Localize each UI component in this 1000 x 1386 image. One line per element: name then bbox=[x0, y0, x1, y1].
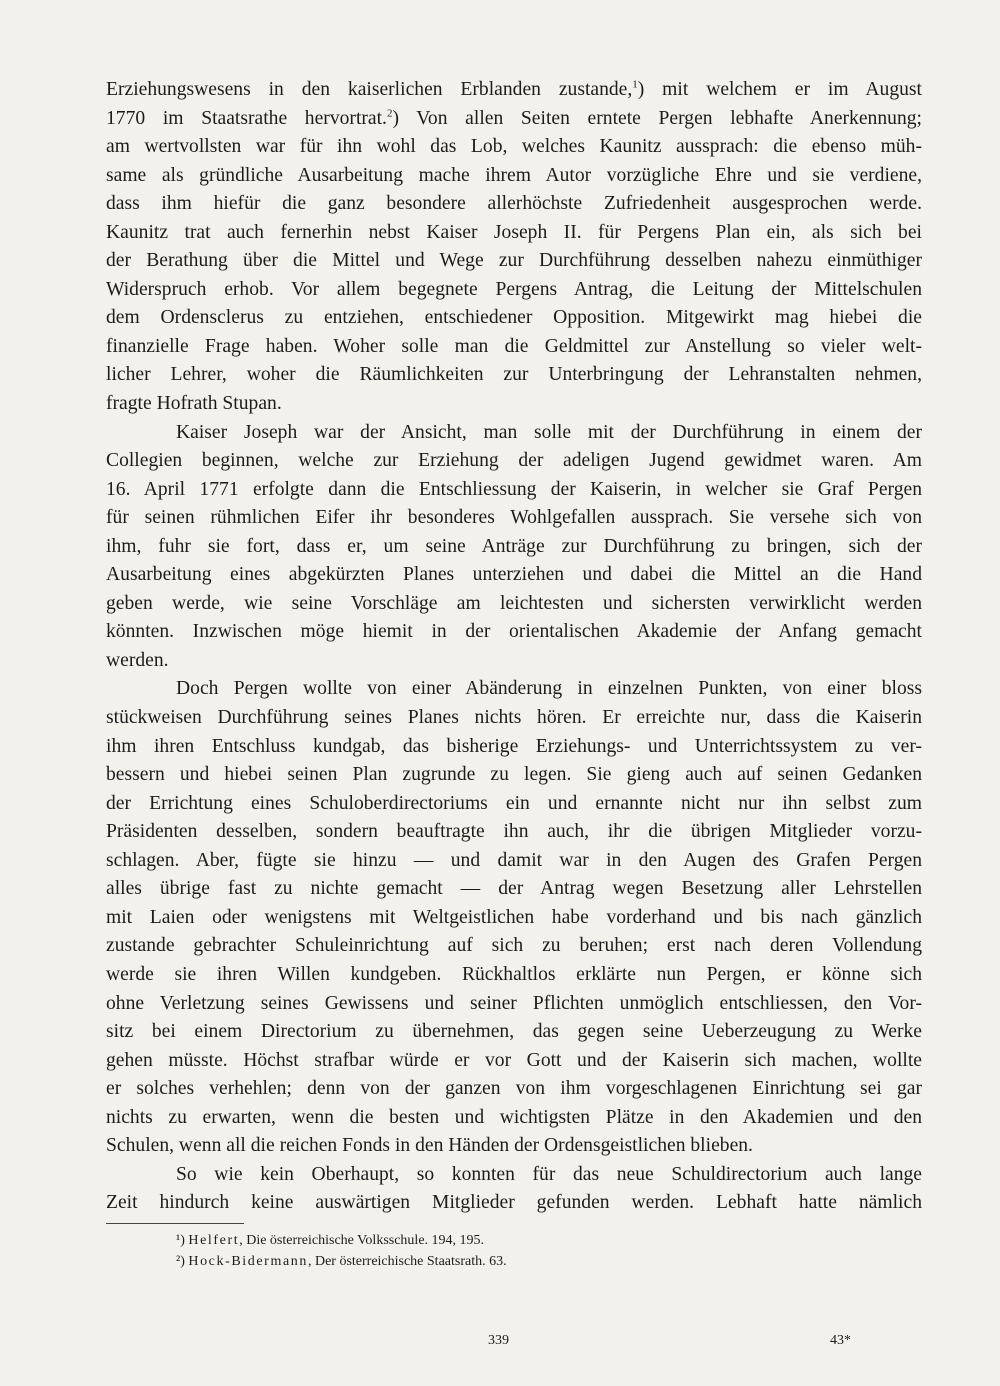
text-line: werde sie ihren Willen kundgeben. Rückhaltlos erklärte nun Pergen, er könne sich bbox=[106, 963, 922, 985]
text-line: ihm ihren Entschluss kundgab, das bisherige Erziehungs- und Unterrichtssystem zu ver- bbox=[106, 735, 922, 757]
text-line: für seinen rühmlichen Eifer ihr besonderes Wohlgefallen aussprach. Sie versehe sich von bbox=[106, 507, 922, 529]
text-line: werden. bbox=[106, 649, 169, 671]
footnote-author: Helfert bbox=[188, 1233, 240, 1248]
footnote-text: , Die österreichische Volksschule. 194, 195. bbox=[239, 1233, 485, 1248]
text-line: dass ihm hiefür die ganz besondere allerhöchste Zufriedenheit ausgesprochen werde. bbox=[106, 193, 922, 215]
text-line: Präsidenten desselben, sondern beauftragte ihn auch, ihr die übrigen Mitglieder vorzu- bbox=[106, 821, 922, 843]
text-line: bessern und hiebei seinen Plan zugrunde zu legen. Sie gieng auch auf seinen Gedanken bbox=[106, 764, 922, 786]
text-line: sitz bei einem Directorium zu übernehmen, das gegen seine Ueberzeugung zu Werke bbox=[106, 1021, 922, 1043]
text-line: alles übrige fast zu nichte gemacht — der Antrag wegen Besetzung aller Lehrstellen bbox=[106, 878, 922, 900]
text-line: Zeit hindurch keine auswärtigen Mitglieder gefunden werden. Lebhaft hatte nämlich bbox=[106, 1192, 922, 1214]
text-line: stückweisen Durchführung seines Planes nichts hören. Er erreichte nur, dass die Kaiserin bbox=[106, 707, 922, 729]
text-line: Ausarbeitung eines abgekürzten Planes unterziehen und dabei die Mittel an die Hand bbox=[106, 564, 922, 586]
text-line: mit Laien oder wenigstens mit Weltgeistlichen habe vorderhand und bis nach gänzlich bbox=[106, 906, 922, 928]
text-line: ihm, fuhr sie fort, dass er, um seine Anträge zur Durchführung zu bringen, sich der bbox=[106, 535, 922, 557]
footnote-marker: ²) bbox=[176, 1254, 185, 1269]
text-line: der Berathung über die Mittel und Wege zur Durchführung desselben nahezu einmüthiger bbox=[106, 250, 922, 272]
text-line: ohne Verletzung seines Gewissens und seiner Pflichten unmöglich entschliessen, den Vor- bbox=[106, 992, 922, 1014]
text-line: same als gründliche Ausarbeitung mache ihrem Autor vorzügliche Ehre und sie verdiene, bbox=[106, 164, 922, 186]
text-line: finanzielle Frage haben. Woher solle man die Geldmittel zur Anstellung so vieler welt- bbox=[106, 335, 922, 357]
text-line: geben werde, wie seine Vorschläge am leichtesten und sichersten verwirklicht werden bbox=[106, 592, 922, 614]
text-line: So wie kein Oberhaupt, so konnten für das neue Schuldirectorium auch lange bbox=[176, 1163, 922, 1185]
text-line: Schulen, wenn all die reichen Fonds in den Händen der Ordensgeistlichen blieben. bbox=[106, 1135, 753, 1157]
footnotes bbox=[176, 1230, 507, 1272]
text-line: Collegien beginnen, welche zur Erziehung der adeligen Jugend gewidmet waren. Am bbox=[106, 450, 922, 472]
text-line: könnten. Inzwischen möge hiemit in der orientalischen Akademie der Anfang gemacht bbox=[106, 621, 922, 643]
page-number: 339 bbox=[488, 1333, 509, 1348]
text-line: er solches verhehlen; denn von der ganzen von ihm vorgeschlagenen Einrichtung sei gar bbox=[106, 1078, 922, 1100]
text-line: dem Ordensclerus zu entziehen, entschiedener Opposition. Mitgewirkt mag hiebei die bbox=[106, 307, 922, 329]
footnote-author: Hock-Bidermann bbox=[188, 1254, 308, 1269]
text-line: gehen müsste. Höchst strafbar würde er vor Gott und der Kaiserin sich machen, wollte bbox=[106, 1049, 922, 1071]
text-line: Widerspruch erhob. Vor allem begegnete Pergens Antrag, die Leitung der Mittelschulen bbox=[106, 278, 922, 300]
footnote-divider bbox=[106, 1223, 244, 1224]
footnote-text: , Der österreichische Staatsrath. 63. bbox=[307, 1254, 507, 1269]
text-line: 1770 im Staatsrathe hervortrat.$^2$) Von allen Seiten erntete Pergen lebhafte Anerkennung; bbox=[106, 107, 922, 129]
text-line: nichts zu erwarten, wenn die besten und wichtigsten Plätze in den Akademien und den bbox=[106, 1106, 922, 1128]
text-line: schlagen. Aber, fügte sie hinzu — und damit war in den Augen des Grafen Pergen bbox=[106, 849, 922, 871]
text-line: Erziehungswesens in den kaiserlichen Erblanden zustande,$^1$) mit welchem er im August bbox=[106, 78, 922, 100]
text-line: am wertvollsten war für ihn wohl das Lob, welches Kaunitz aussprach: die ebenso müh- bbox=[106, 136, 922, 158]
footnote bbox=[176, 1230, 507, 1251]
text-line: Kaunitz trat auch fernerhin nebst Kaiser Joseph II. für Pergens Plan ein, als sich bei bbox=[106, 221, 922, 243]
text-line: zustande gebrachter Schuleinrichtung auf sich zu beruhen; erst nach deren Vollendung bbox=[106, 935, 922, 957]
footnote bbox=[176, 1251, 507, 1272]
text-line: 16. April 1771 erfolgte dann die Entschliessung der Kaiserin, in welcher sie Graf Pergen bbox=[106, 478, 922, 500]
signature-mark: 43* bbox=[830, 1333, 851, 1348]
footnote-marker: ¹) bbox=[176, 1233, 185, 1248]
body-text bbox=[106, 76, 922, 1218]
text-line: Kaiser Joseph war der Ansicht, man solle mit der Durchführung in einem der bbox=[176, 421, 922, 443]
text-line: Doch Pergen wollte von einer Abänderung in einzelnen Punkten, von einer bloss bbox=[176, 678, 922, 700]
text-line: fragte Hofrath Stupan. bbox=[106, 393, 282, 415]
text-line: der Errichtung eines Schuloberdirectoriums ein und ernannte nicht nur ihn selbst zum bbox=[106, 792, 922, 814]
text-line: licher Lehrer, woher die Räumlichkeiten zur Unterbringung der Lehranstalten nehmen, bbox=[106, 364, 922, 386]
